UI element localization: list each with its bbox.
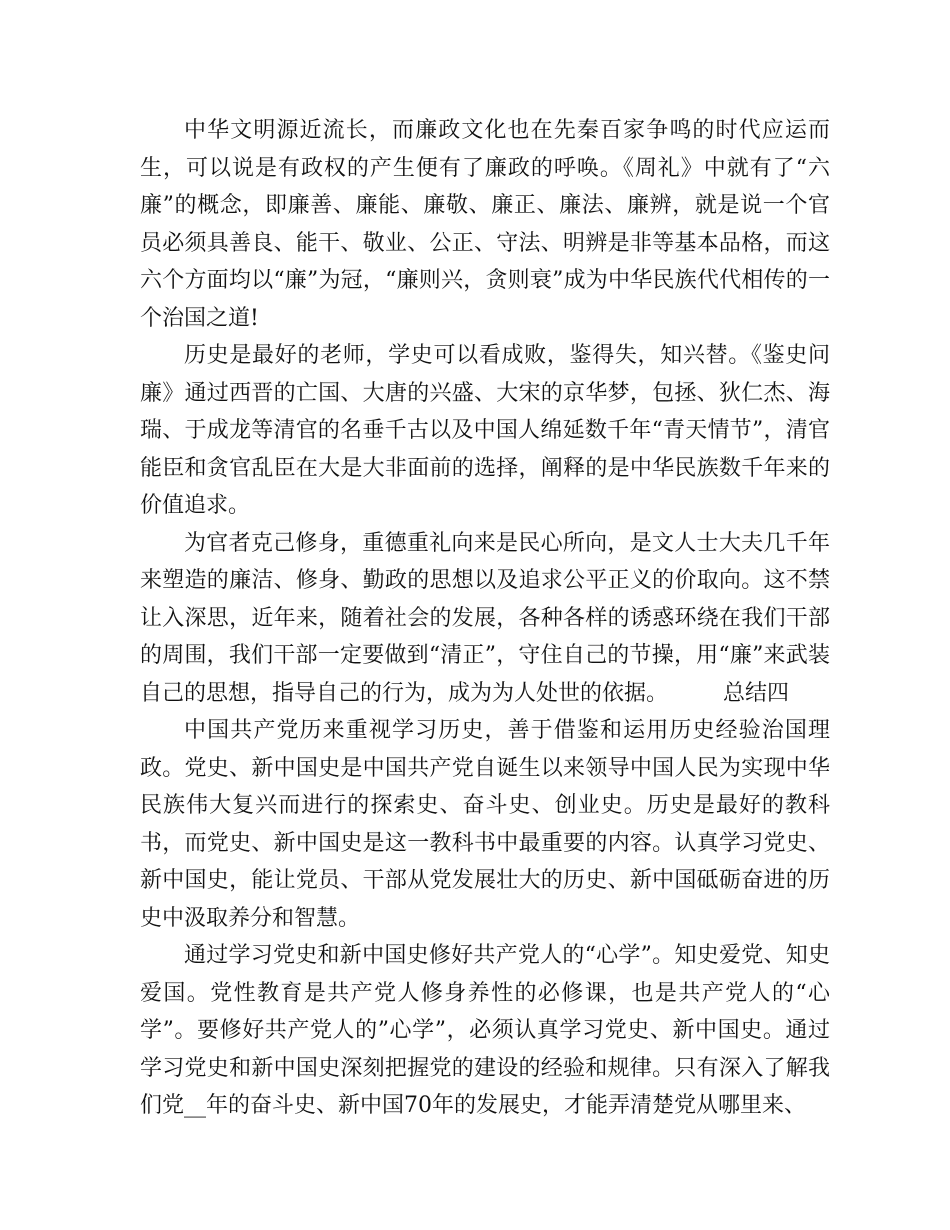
document-body	[140, 112, 830, 1125]
paragraph-3: 为官者克己修身，重德重礼向来是民心所向，是文人士大夫几千年来塑造的廉洁、修身、勤政的思想以及追求公平正义的价取向。这不禁让入深思，近年来，随着社会的发展，各种各样的诱惑环绕在我们干部的周围，我们干部一定要做到“清正”，守住自己的节操，用“廉”来武装自己的思想，指导自己的行为，成为为人处世的依据。 总结四	[140, 530, 830, 706]
paragraph-1: 中华文明源近流长，而廉政文化也在先秦百家争鸣的时代应运而生，可以说是有政权的产生便有了廉政的呼唤。《周礼》中就有了“六廉”的概念，即廉善、廉能、廉敬、廉正、廉法、廉辨，就是说一个官员必须具善良、能干、敬业、公正、守法、明辨是非等基本品格，而这六个方面均以“廉”为冠，“廉则兴，贪则衰”成为中华民族代代相传的一个治国之道!	[140, 118, 830, 331]
paragraph-5: 通过学习党史和新中国史修好共产党人的“心学”。知史爱党、知史爱国。党性教育是共产党人修身养性的必修课，也是共产党人的“心学”。要修好共产党人的”心学”，必须认真学习党史、新中国史。通过学习党史和新中国史深刻把握党的建设的经验和规律。只有深入了解我们党__年的奋斗史、新中国70年的发展史，才能弄清楚党从哪里来、	[140, 943, 830, 1118]
paragraph-4: 中国共产党历来重视学习历史，善于借鉴和运用历史经验治国理政。党史、新中国史是中国共产党自诞生以来领导中国人民为实现中华民族伟大复兴而进行的探索史、奋斗史、创业史。历史是最好的教科书，而党史、新中国史是这一教科书中最重要的内容。认真学习党史、新中国史，能让党员、干部从党发展壮大的历史、新中国砥砺奋进的历史中汲取养分和智慧。	[140, 718, 830, 931]
paragraph-2: 历史是最好的老师，学史可以看成败，鉴得失，知兴替。《鉴史问廉》通过西晋的亡国、大唐的兴盛、大宋的京华梦，包拯、狄仁杰、海瑞、于成龙等清官的名垂千古以及中国人绵延数千年“青天情节”，清官能臣和贪官乱臣在大是大非面前的选择，阐释的是中华民族数千年来的价值追求。	[140, 343, 830, 518]
